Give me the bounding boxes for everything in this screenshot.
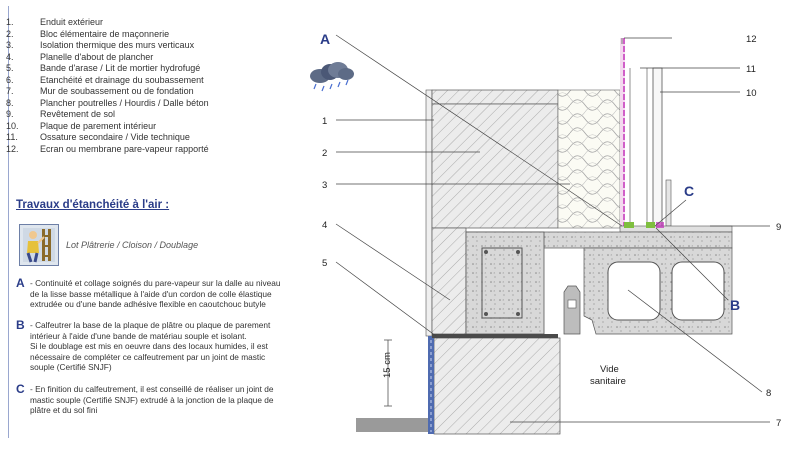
legend-item bbox=[6, 98, 209, 110]
legend-item bbox=[6, 144, 209, 156]
callout-11: 11 bbox=[746, 64, 756, 75]
callout-letter-b: B bbox=[730, 297, 741, 313]
mastic-joint bbox=[656, 222, 664, 228]
callout-7: 7 bbox=[776, 418, 782, 429]
callout-5: 5 bbox=[322, 258, 328, 269]
seal-bead bbox=[624, 222, 634, 228]
legend-item bbox=[6, 63, 209, 75]
note-line: nécessaire de compléter ce calfeutrement par un joint de mastic bbox=[30, 351, 266, 362]
rebar bbox=[484, 312, 488, 316]
beam-opening bbox=[568, 300, 576, 308]
callout-12: 12 bbox=[746, 34, 757, 45]
legend-num: 1. bbox=[6, 17, 14, 27]
callout-4: 4 bbox=[322, 220, 328, 231]
wall-insulation bbox=[558, 90, 620, 228]
legend-text: Planelle d'about de plancher bbox=[40, 51, 154, 62]
note-line: extrudée ou d'une bande adhésive flexible en caoutchouc butyle bbox=[30, 299, 266, 309]
note-line: souple (Certifié SNJF) bbox=[30, 362, 112, 372]
seal-bead bbox=[646, 222, 655, 228]
legend-text: Ossature secondaire / Vide technique bbox=[40, 132, 190, 142]
callout-1: 1 bbox=[322, 116, 328, 127]
crawl-space-label-1: Vide bbox=[600, 364, 619, 375]
note-line: mastic souple (Certifié SNJF) extrudé à la jonction de la plaque de bbox=[30, 394, 274, 405]
legend-num: 3. bbox=[6, 40, 14, 50]
legend-text: Enduit extérieur bbox=[40, 17, 104, 27]
legend-item bbox=[6, 121, 209, 133]
legend-text: Mur de soubassement ou de fondation bbox=[40, 86, 194, 96]
rebar bbox=[516, 250, 520, 254]
legend-num: 11. bbox=[6, 132, 18, 142]
note-line: plâtre et du sol fini bbox=[30, 405, 98, 415]
masonry-block bbox=[432, 90, 558, 104]
legend-num: 8. bbox=[6, 97, 14, 108]
legend-panel bbox=[0, 0, 300, 450]
exterior-ground bbox=[356, 418, 436, 432]
legend-num: 12. bbox=[6, 143, 19, 154]
note-letter: B bbox=[16, 318, 25, 332]
note-line: intérieur à l'aide d'une bande de matériau souple et isolant. bbox=[30, 330, 247, 341]
note-c bbox=[16, 384, 316, 416]
callout-8: 8 bbox=[766, 388, 772, 399]
legend-item bbox=[6, 17, 209, 29]
callout-10: 10 bbox=[746, 88, 757, 99]
legend-item bbox=[6, 132, 209, 144]
note-letter: C bbox=[16, 382, 25, 396]
legend-list bbox=[6, 17, 209, 155]
callout-9: 9 bbox=[776, 222, 782, 233]
legend-text: Revêtement de sol bbox=[40, 109, 116, 119]
legend-text: Isolation thermique des murs verticaux bbox=[40, 40, 195, 50]
note-a bbox=[16, 278, 316, 310]
technical-void bbox=[625, 38, 653, 228]
dimension-label: 15 cm bbox=[382, 352, 393, 378]
legend-text: Plancher poutrelles / Hourdis / Dalle béton bbox=[40, 97, 209, 108]
legend-item bbox=[6, 29, 209, 41]
edge-planelle bbox=[432, 228, 466, 334]
hollow-cell bbox=[608, 262, 660, 320]
rebar bbox=[516, 312, 520, 316]
skirting bbox=[666, 180, 671, 226]
legend-num: 10. bbox=[6, 120, 19, 131]
rebar bbox=[484, 250, 488, 254]
callout-3: 3 bbox=[322, 180, 328, 191]
legend-text: Bloc élémentaire de maçonnerie bbox=[40, 28, 170, 39]
legend-item bbox=[6, 109, 209, 121]
plasterer-icon bbox=[19, 224, 59, 266]
floor-covering bbox=[620, 226, 732, 232]
legend-text: Bande d'arase / Lit de mortier hydrofugé bbox=[40, 63, 201, 73]
note-line: Si le doublage est mis en oeuvre dans des locaux humides, il est bbox=[30, 341, 268, 351]
legend-num: 6. bbox=[6, 74, 14, 85]
section-title: Travaux d'étanchéité à l'air : bbox=[16, 199, 170, 211]
exterior-render bbox=[426, 90, 432, 336]
rain-cloud-icon bbox=[310, 62, 354, 91]
legend-text: Etanchéité et drainage du soubassement bbox=[40, 74, 204, 85]
legend-item bbox=[6, 75, 209, 87]
masonry-block bbox=[432, 104, 558, 228]
legend-item bbox=[6, 40, 209, 52]
precast-beam bbox=[564, 286, 580, 334]
legend-item bbox=[6, 52, 209, 64]
legend-item bbox=[6, 86, 209, 98]
lot-label: Lot Plâtrerie / Cloison / Doublage bbox=[66, 240, 199, 250]
note-line: - En finition du calfeutrement, il est conseillé de réaliser un joint de bbox=[30, 384, 274, 394]
note-line: - Continuité et collage soignés du pare-vapeur sur la dalle au niveau bbox=[30, 278, 281, 288]
crawl-space-label-2: sanitaire bbox=[590, 376, 626, 387]
callout-letter-a: A bbox=[320, 31, 331, 47]
damp-proof-course bbox=[432, 334, 558, 338]
legend-num: 7. bbox=[6, 86, 14, 96]
callout-letter-c: C bbox=[684, 183, 695, 199]
note-line: - Calfeutrer la base de la plaque de plâtre ou plaque de parement bbox=[30, 320, 271, 330]
legend-text: Ecran ou membrane pare-vapeur rapporté bbox=[40, 143, 209, 154]
legend-text: Plaque de parement intérieur bbox=[40, 120, 157, 131]
ring-beam bbox=[466, 232, 544, 334]
note-b bbox=[16, 320, 316, 373]
legend-num: 5. bbox=[6, 63, 14, 73]
legend-num: 4. bbox=[6, 51, 14, 62]
legend-num: 2. bbox=[6, 28, 14, 39]
hollow-cell bbox=[672, 262, 724, 320]
callout-2: 2 bbox=[322, 148, 328, 159]
wall-section-diagram bbox=[300, 0, 800, 450]
note-letter: A bbox=[16, 276, 25, 290]
legend-num: 9. bbox=[6, 109, 14, 119]
note-line: de la lisse basse métallique à l'aide d'un cordon de colle élastique bbox=[30, 288, 272, 299]
foundation-wall bbox=[434, 338, 560, 434]
